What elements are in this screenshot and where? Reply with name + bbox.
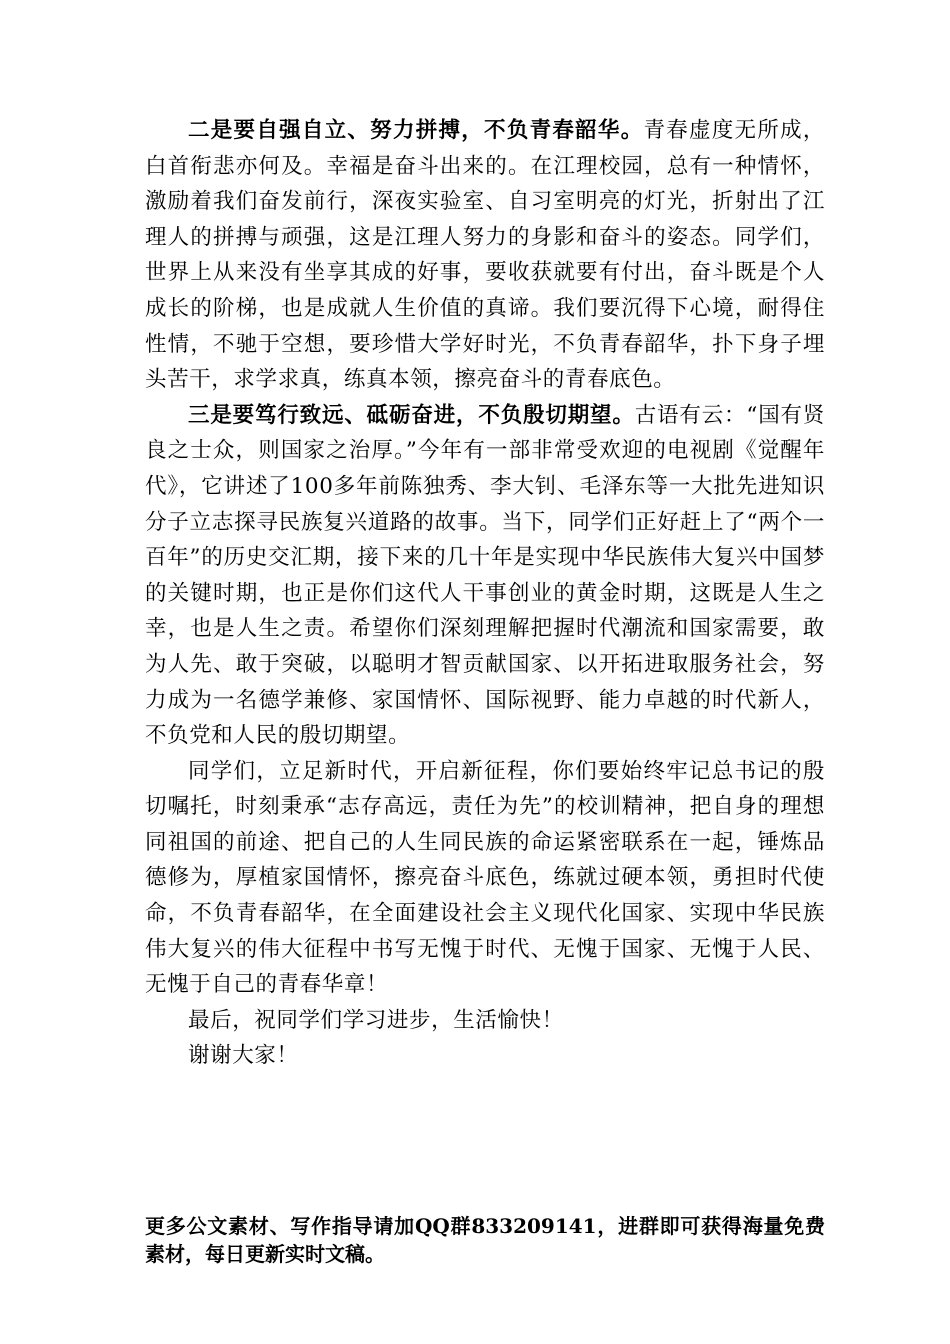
document-body bbox=[145, 113, 825, 1074]
paragraph-heading: 三是要笃行致远、砥砺奋进，不负殷切期望。 bbox=[188, 402, 635, 428]
paragraph-text: 最后，祝同学们学习进步，生活愉快！ bbox=[188, 1007, 564, 1033]
paragraph-heading: 二是要自强自立、努力拼搏，不负青春韶华。 bbox=[188, 118, 644, 143]
paragraph-thanks bbox=[145, 1038, 825, 1074]
paragraph-perseverance bbox=[145, 398, 825, 754]
paragraph-text: 青春虚度无所成，白首衔悲亦何及。幸福是奋斗出来的。在江理校园，总有一种情怀，激励着我们奋发前行，深夜实验室、自习室明亮的灯光，折射出了江理人的拼搏与顽强，这是江理人努力的身影和奋斗的姿态。同学们，世界上从来没有坐享其成的好事，要收获就要有付出，奋斗既是个人成长的阶梯，也是成就人生价值的真谛。我们要沉得下心境，耐得住性情，不驰于空想，要珍惜大学好时光，不负青春韶华，扑下身子埋头苦干，求学求真，练真本领，擦亮奋斗的青春底色。 bbox=[145, 118, 825, 393]
paragraph-wishes bbox=[145, 1003, 825, 1039]
paragraph-closing-message bbox=[145, 754, 825, 1003]
paragraph-self-reliance bbox=[145, 113, 825, 398]
paragraph-text: 同学们，立足新时代，开启新征程，你们要始终牢记总书记的殷切嘱托，时刻秉承“志存高远，责任为先”的校训精神，把自身的理想同祖国的前途、把自己的人生同民族的命运紧密联系在一起，锤炼品德修为，厚植家国情怀，擦亮奋斗底色，练就过硬本领，勇担时代使命，不负青春韶华，在全面建设社会主义现代化国家、实现中华民族伟大复兴的伟大征程中书写无愧于时代、无愧于国家、无愧于人民、无愧于自己的青春华章！ bbox=[145, 758, 825, 998]
paragraph-text: 谢谢大家！ bbox=[188, 1043, 299, 1069]
footer-promo-note: 更多公文素材、写作指导请加QQ群833209141，进群即可获得海量免费素材，每日更新实时文稿。 bbox=[145, 1214, 825, 1266]
paragraph-text: 古语有云：“国有贤良之士众，则国家之治厚。”今年有一部非常受欢迎的电视剧《觉醒年代》，它讲述了100多年前陈独秀、李大钊、毛泽东等一大批先进知识分子立志探寻民族复兴道路的故事。当下，同学们正好赶上了“两个一百年”的历史交汇期，接下来的几十年是实现中华民族伟大复兴中国梦的关键时期，也正是你们这代人干事创业的黄金时期，这既是人生之幸，也是人生之责。希望你们深刻理解把握时代潮流和国家需要，敢为人先、敢于突破，以聪明才智贡献国家、以开拓进取服务社会，努力成为一名德学兼修、家国情怀、国际视野、能力卓越的时代新人，不负党和人民的殷切期望。 bbox=[145, 402, 825, 749]
